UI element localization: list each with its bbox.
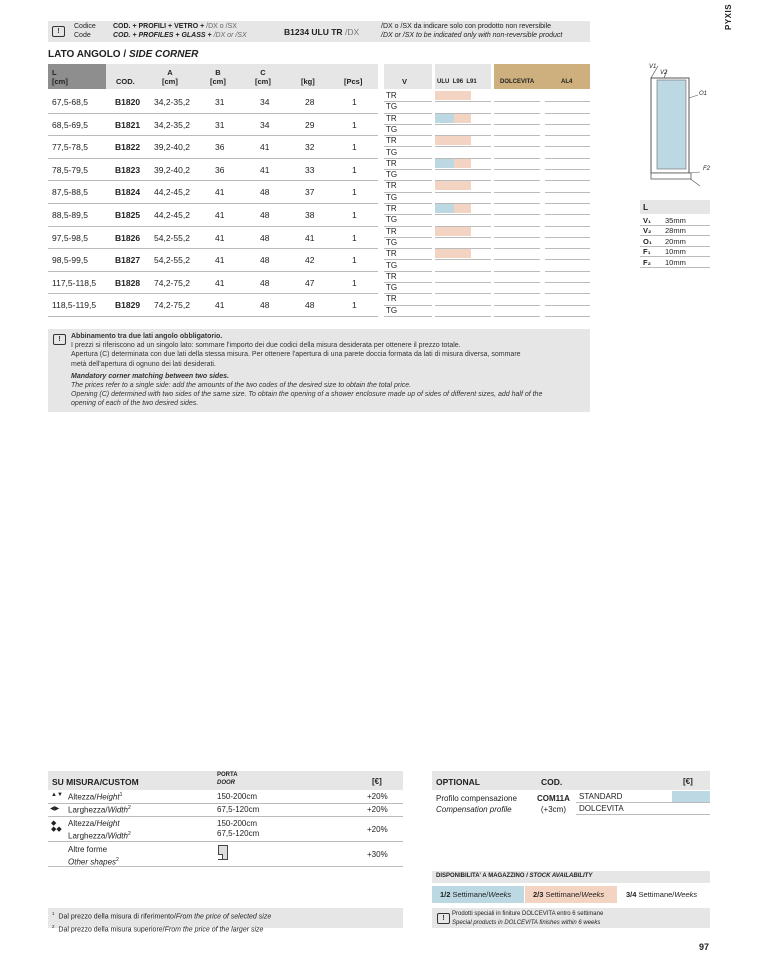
- table-row: [48, 90, 378, 114]
- cell-c: 48: [260, 187, 270, 198]
- v2-label: V2: [660, 70, 668, 76]
- cell-cod: B1821: [115, 119, 141, 130]
- header-note-it: /DX o /SX da indicare solo con prodotto non reversibile: [381, 23, 552, 30]
- cell-c: 48: [260, 210, 270, 220]
- other-price: +30%: [367, 850, 388, 859]
- cell-b: 41: [215, 277, 225, 288]
- cell-a: 54,2-55,2: [154, 232, 190, 243]
- finish-standard-swatch: [672, 791, 710, 802]
- height-width-label: [68, 819, 131, 842]
- special-info-icon: !: [437, 913, 450, 924]
- hw-label2-en: Width: [107, 831, 128, 841]
- a-header: [162, 68, 178, 86]
- table-row: [48, 135, 378, 159]
- cell-l: 87,5-88,5: [52, 187, 88, 198]
- footnote-1-en: From the price of selected size: [175, 913, 272, 921]
- dimension-row: [640, 236, 710, 247]
- section-title-it: LATO ANGOLO /: [48, 49, 127, 60]
- finish-cell: [435, 305, 491, 317]
- header-note-en: /DX or /SX to be indicated only with non-reversible product: [381, 32, 563, 39]
- pcs-header: [Pcs]: [344, 77, 363, 86]
- cell-c: 48: [260, 255, 270, 266]
- optional-title: OPTIONAL: [436, 777, 480, 787]
- dimension-row: [640, 257, 710, 268]
- v-label: TR: [386, 271, 397, 281]
- v-label: TR: [386, 181, 397, 191]
- optional-label-en: Compensation profile: [436, 805, 512, 814]
- custom-row-other: [48, 842, 403, 867]
- cell-l: 77,5-78,5: [52, 142, 88, 153]
- cell-b: 41: [215, 232, 225, 243]
- availability-1-2: [432, 886, 524, 903]
- height-label-en: Height: [96, 792, 120, 802]
- hw-price: +20%: [367, 825, 388, 834]
- cell-l: 78,5-79,5: [52, 164, 88, 175]
- section-title-en: SIDE CORNER: [128, 49, 199, 60]
- v-label: TG: [386, 283, 398, 293]
- finish-swatch-peach: [435, 181, 471, 190]
- hw-label2-it: Larghezza/: [68, 831, 108, 841]
- l-header: L: [52, 68, 57, 77]
- cell-kg: 28: [305, 97, 315, 107]
- cell-b: 31: [215, 97, 225, 107]
- brand-label: PYXIS: [724, 3, 733, 30]
- optional-label-it: Profilo compensazione: [436, 794, 517, 803]
- finish-header-bg: [435, 64, 491, 89]
- v-label: TG: [386, 170, 398, 180]
- cell-c: 48: [260, 232, 270, 243]
- w3: 3/4: [626, 890, 637, 899]
- other-sup: 2: [116, 857, 119, 863]
- cell-c: 34: [260, 97, 270, 107]
- cell-l: 67,5-68,5: [52, 97, 88, 107]
- cell-a: 34,2-35,2: [154, 97, 190, 107]
- v-label: TR: [386, 249, 397, 259]
- dimension-row: [640, 225, 710, 236]
- footnote-1-it: Dal prezzo della misura di riferimento/: [58, 913, 176, 921]
- v-label: TG: [386, 305, 398, 315]
- cell-pcs: 1: [352, 255, 357, 266]
- availability-1-2-label: [440, 890, 511, 899]
- other-label-en: Other shapes: [68, 857, 117, 867]
- note-text: [71, 332, 591, 409]
- cell-l: 118,5-119,5: [52, 300, 97, 311]
- hw-label-en: Height: [96, 819, 120, 828]
- v-label: TG: [386, 102, 398, 112]
- other-label: [68, 845, 119, 868]
- table-row: [48, 113, 378, 137]
- footnote-2: [52, 922, 271, 935]
- cell-a: 44,2-45,2: [154, 210, 190, 220]
- finish-swatch-peach: [454, 204, 471, 213]
- table-row: [48, 293, 378, 317]
- v-label: TG: [386, 124, 398, 134]
- cell-b: 41: [215, 300, 225, 311]
- finish-header-labels: [437, 79, 477, 85]
- width-icon: ◀▶: [50, 806, 60, 812]
- footnote-2-en: From the price of the larger size: [164, 926, 264, 934]
- other-label-it: Altre forme: [68, 845, 108, 854]
- v-label: TG: [386, 260, 398, 270]
- formula-en-suffix: /DX or /SX: [213, 32, 247, 39]
- cell-cod: B1828: [115, 277, 141, 288]
- cell-c: 48: [260, 277, 270, 288]
- optional-label: [436, 793, 517, 815]
- finish-swatch-peach: [435, 136, 471, 145]
- note-line1-it: I prezzi si riferiscono ad un singolo lato: sommare l'importo dei due codici della misura desiderata per ottenere il prezzo totale.: [71, 342, 461, 350]
- footnote-2-it: Dal prezzo della misura superiore/: [58, 926, 165, 934]
- custom-currency: [€]: [372, 777, 382, 786]
- w1: 1/2: [440, 890, 451, 899]
- cell-a: 44,2-45,2: [154, 187, 190, 198]
- cell-a: 74,2-75,2: [154, 300, 190, 311]
- w2-it: Settimane/: [545, 890, 582, 899]
- note-title-it: Abbinamento tra due lati angolo obbligatorio.: [71, 333, 223, 340]
- cell-kg: 47: [305, 277, 315, 288]
- width-label-en: Width: [107, 805, 128, 815]
- f2-label: F2: [703, 166, 711, 172]
- note-line3-it: metà dell'apertura di ognuno dei lati desiderati.: [71, 360, 216, 368]
- cell-pcs: 1: [352, 97, 357, 107]
- optional-finish-standard: [576, 791, 710, 803]
- finish-swatch-blue: [435, 159, 454, 168]
- dimension-row: [640, 215, 710, 226]
- v1-label: V1: [649, 64, 657, 70]
- cell-l: 97,5-98,5: [52, 232, 88, 243]
- finish-swatch-peach: [435, 227, 471, 236]
- v-label: TR: [386, 136, 397, 146]
- optional-code-value: COM11A: [537, 794, 570, 803]
- special-en: Special products in DOLCEVITA finishes within 6 weeks: [452, 920, 601, 926]
- finish-swatch-blue: [435, 204, 454, 213]
- height-door: 150-200cm: [217, 792, 258, 801]
- hw-sup: 2: [127, 831, 131, 837]
- v-label: TR: [386, 113, 397, 123]
- finish-swatch-peach: [454, 159, 471, 168]
- cell-b: 41: [215, 210, 225, 220]
- availability-3-4-label: [626, 890, 697, 899]
- l96-header: L96: [452, 79, 464, 85]
- height-label-it: Altezza/: [68, 792, 97, 802]
- special-note-text: [452, 910, 603, 928]
- hw-door-2: 67,5-120cm: [217, 829, 260, 838]
- availability-title: [436, 873, 592, 879]
- height-width-icon: ◆ ◆◆: [51, 820, 62, 833]
- v-header: V: [402, 77, 408, 86]
- cell-pcs: 1: [352, 210, 357, 220]
- cell-b: 36: [215, 164, 225, 175]
- w2: 2/3: [533, 890, 544, 899]
- finish-standard-label: STANDARD: [579, 792, 623, 801]
- hw-label-it: Altezza/: [68, 819, 97, 828]
- cell-a: 34,2-35,2: [154, 119, 190, 130]
- b-header: [210, 68, 226, 86]
- finish-swatch-peach: [435, 249, 471, 258]
- custom-row-height-width: [48, 817, 403, 842]
- v-label: TG: [386, 215, 398, 225]
- c-header-unit: [cm]: [255, 77, 271, 86]
- cell-kg: 38: [305, 210, 315, 220]
- dimension-row: [640, 246, 710, 257]
- cell-pcs: 1: [352, 232, 357, 243]
- table-row: [48, 158, 378, 182]
- w2-en: Weeks: [581, 890, 605, 899]
- w1-en: Weeks: [488, 890, 512, 899]
- b-header-label: B: [215, 68, 221, 77]
- cell-cod: B1822: [115, 142, 141, 153]
- v-label: TR: [386, 226, 397, 236]
- cell-b: 31: [215, 119, 225, 130]
- availability-title-en: STOCK AVAILABILITY: [529, 873, 593, 879]
- dimension-key: O₁: [643, 236, 652, 246]
- footnote-1-num: 1: [52, 911, 55, 916]
- v-label: TG: [386, 237, 398, 247]
- v-row: [384, 305, 432, 317]
- b-header-unit: [cm]: [210, 77, 226, 86]
- cell-pcs: 1: [352, 187, 357, 198]
- width-sup: 2: [127, 805, 131, 811]
- cell-cod: B1823: [115, 164, 141, 175]
- cell-b: 41: [215, 255, 225, 266]
- al4-header: AL4: [561, 79, 573, 85]
- cell-kg: 32: [305, 142, 315, 153]
- cell-cod: B1827: [115, 255, 141, 266]
- dimension-value: 10mm: [665, 247, 686, 257]
- v-header-bg: [384, 64, 432, 89]
- l-unit: [cm]: [52, 77, 68, 86]
- cell-kg: 41: [305, 232, 315, 243]
- availability-title-it: DISPONIBILITA' A MAGAZZINO /: [436, 873, 528, 879]
- optional-cod-header: COD.: [541, 777, 563, 787]
- dolcevita-header-bg: [494, 64, 590, 89]
- v-label: TR: [386, 294, 397, 304]
- cell-c: 41: [260, 164, 270, 175]
- optional-currency: [€]: [683, 777, 693, 786]
- l91-header: L91: [466, 79, 477, 85]
- kg-header: [kg]: [301, 77, 315, 86]
- cod-header: COD.: [116, 77, 135, 86]
- page-number: 97: [699, 942, 710, 952]
- table-row: [48, 226, 378, 250]
- info-icon: !: [52, 26, 65, 37]
- cell-a: 39,2-40,2: [154, 142, 190, 153]
- optional-finish-dolcevita: [576, 803, 710, 815]
- table-row: [48, 203, 378, 227]
- cell-cod: B1826: [115, 232, 141, 243]
- width-door: 67,5-120cm: [217, 805, 260, 814]
- door-label-en: DOOR: [217, 780, 235, 786]
- l-header-text: [52, 68, 68, 86]
- cell-cod: B1825: [115, 210, 141, 220]
- finish-swatch-peach: [454, 114, 471, 123]
- custom-row-height: [48, 791, 403, 804]
- custom-row-width: [48, 804, 403, 817]
- v-label: TR: [386, 91, 397, 100]
- table-row: [48, 248, 378, 272]
- cell-kg: 42: [305, 255, 315, 266]
- v-label: TR: [386, 204, 397, 213]
- formula-en: [113, 32, 247, 39]
- example-code-text: B1234 ULU TR: [284, 27, 343, 37]
- example-code: [284, 27, 359, 37]
- note-line2-en: Opening (C) determined with two sides of the same size. To obtain the opening of a shower enclosure made up of sides of different sizes, add half of the: [71, 391, 543, 399]
- cell-b: 36: [215, 142, 225, 153]
- v-label: TR: [386, 158, 397, 168]
- cell-kg: 33: [305, 164, 315, 175]
- formula-it-text: COD. + PROFILI + VETRO +: [113, 23, 205, 30]
- cell-pcs: 1: [352, 164, 357, 175]
- optional-code: [537, 793, 570, 815]
- cell-c: 34: [260, 119, 270, 130]
- l-dimension-title: L: [643, 202, 649, 212]
- v-label: TG: [386, 147, 398, 157]
- w3-en: Weeks: [674, 890, 698, 899]
- cell-kg: 48: [305, 300, 315, 311]
- note-info-icon: !: [53, 334, 66, 345]
- footnote-list: [52, 909, 271, 936]
- w1-it: Settimane/: [452, 890, 489, 899]
- finish-dolcevita-label: DOLCEVITA: [579, 804, 624, 813]
- note-line2-it: Apertura (C) determinata con due lati della stessa misura. Per ottenere l'apertura di una parete doccia formata da lati di misura diversa, sommare: [71, 351, 521, 359]
- footnote-1: [52, 909, 271, 922]
- formula-it-suffix: /DX o /SX: [206, 23, 237, 30]
- height-label: [68, 792, 122, 802]
- c-header-label: C: [260, 68, 266, 77]
- width-label: [68, 805, 131, 815]
- example-code-suffix: /DX: [344, 27, 360, 37]
- cell-pcs: 1: [352, 119, 357, 130]
- cell-a: 39,2-40,2: [154, 164, 190, 175]
- dimension-value: 20mm: [665, 236, 686, 246]
- dimension-key: V₁: [643, 216, 652, 225]
- dimension-key: F₂: [643, 257, 651, 267]
- ulu-header: ULU: [437, 79, 450, 85]
- table-row: [48, 180, 378, 204]
- o1-label: O1: [699, 91, 708, 97]
- finish-cell: [545, 305, 590, 317]
- v-label: TG: [386, 192, 398, 202]
- other-shape-icon-base: [218, 854, 223, 859]
- cell-a: 54,2-55,2: [154, 255, 190, 266]
- dimension-key: V₂: [643, 226, 652, 236]
- cell-l: 68,5-69,5: [52, 119, 88, 130]
- cell-kg: 29: [305, 119, 315, 130]
- door-label-it: PORTA: [217, 772, 238, 778]
- cell-b: 41: [215, 187, 225, 198]
- finish-swatch-peach: [435, 91, 471, 100]
- finish-swatch-blue: [435, 114, 454, 123]
- table-row: [48, 271, 378, 295]
- note-title-en: Mandatory corner matching between two sides.: [71, 372, 229, 380]
- availability-2-3: [525, 886, 617, 903]
- cell-l: 98,5-99,5: [52, 255, 88, 266]
- hw-door: [217, 819, 259, 839]
- footnote-2-num: 2: [52, 924, 55, 930]
- cell-kg: 37: [305, 187, 315, 198]
- height-icon: ▲▼: [51, 792, 63, 798]
- cell-l: 117,5-118,5: [52, 277, 97, 288]
- section-title: [48, 49, 198, 60]
- width-label-it: Larghezza/: [68, 805, 108, 815]
- l-dimension-header: [640, 200, 710, 214]
- hw-door-1: 150-200cm: [217, 819, 258, 828]
- note-line1-en: The prices refer to a single side: add the amounts of the two codes of the desired size to obtain the total price.: [71, 382, 412, 390]
- optional-code-sub: (+3cm): [540, 805, 567, 814]
- dimension-key: F₁: [643, 247, 651, 257]
- w3-it: Settimane/: [638, 890, 675, 899]
- formula-it: [113, 23, 237, 30]
- cell-cod: B1820: [115, 97, 141, 107]
- availability-2-3-label: [533, 890, 604, 899]
- cell-cod: B1824: [115, 187, 141, 198]
- dimension-value: 28mm: [665, 226, 686, 236]
- cell-c: 48: [260, 300, 270, 311]
- height-price: +20%: [367, 792, 388, 801]
- width-price: +20%: [367, 805, 388, 814]
- finish-cell: [494, 305, 540, 317]
- dolcevita-header: DOLCEVITA: [500, 79, 535, 85]
- special-it: Prodotti speciali in finiture DOLCEVITA entro 6 settimane: [452, 911, 604, 917]
- dimension-value: 10mm: [665, 257, 686, 267]
- dimension-value: 35mm: [665, 216, 686, 225]
- a-header-unit: [cm]: [162, 77, 178, 86]
- cell-a: 74,2-75,2: [154, 277, 190, 288]
- note-line3-en: opening of each of the two desired sides.: [71, 400, 199, 408]
- c-header: [255, 68, 271, 86]
- cell-l: 88,5-89,5: [52, 210, 88, 220]
- cell-pcs: 1: [352, 277, 357, 288]
- a-header-label: A: [167, 68, 173, 77]
- formula-en-text: COD. + PROFILES + GLASS +: [113, 32, 212, 39]
- availability-3-4: [618, 886, 710, 903]
- custom-title: SU MISURA/CUSTOM: [52, 777, 139, 787]
- cell-pcs: 1: [352, 142, 357, 153]
- cell-pcs: 1: [352, 300, 357, 311]
- cell-cod: B1829: [115, 300, 141, 311]
- code-label-en: Code: [74, 32, 91, 39]
- height-sup: 1: [119, 792, 123, 798]
- code-label-it: Codice: [74, 23, 96, 30]
- cell-c: 41: [260, 142, 270, 153]
